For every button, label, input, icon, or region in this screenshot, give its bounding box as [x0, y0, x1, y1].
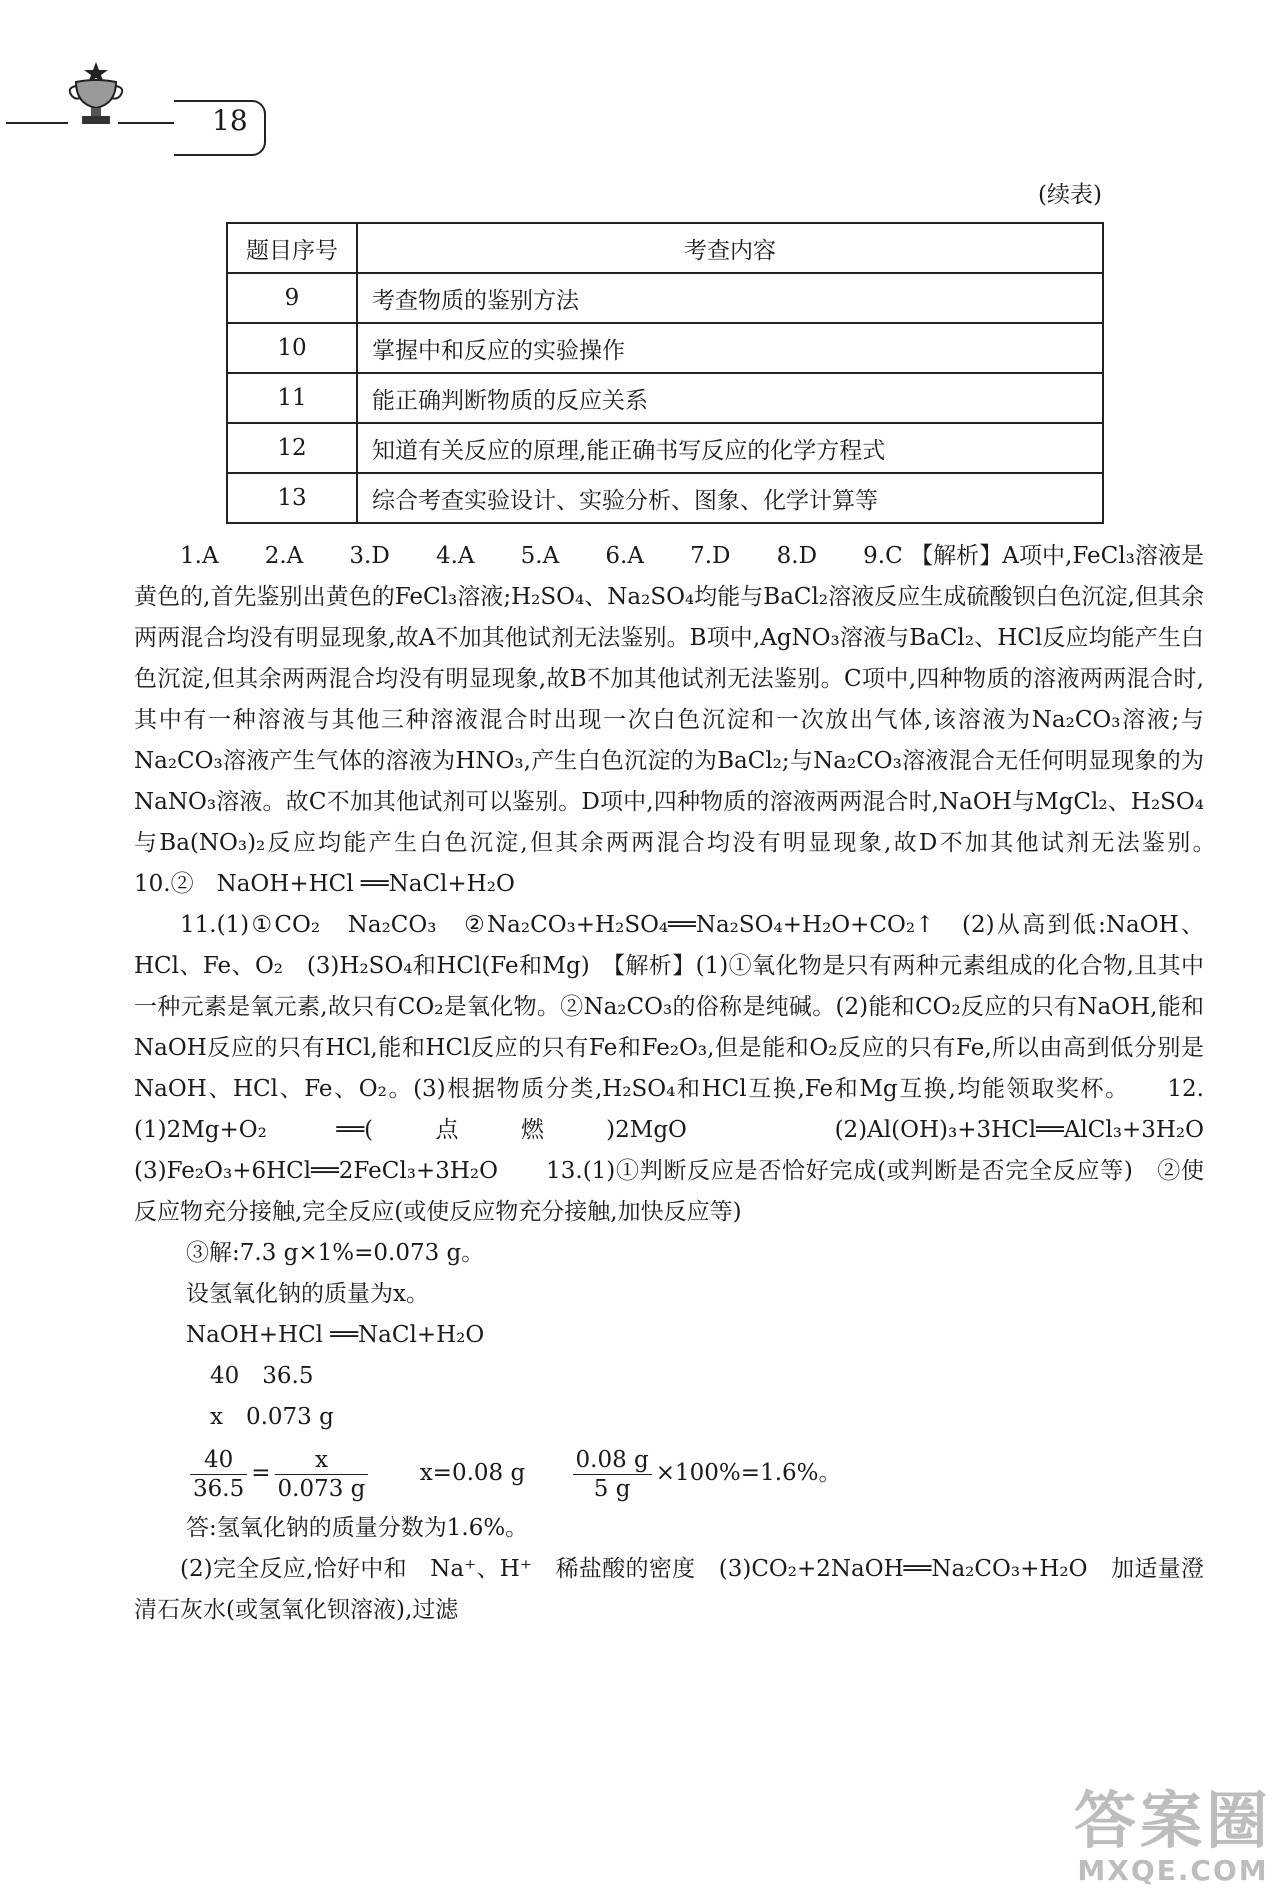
watermark-logo	[1073, 1784, 1272, 1887]
calc-proportion-row: $\frac{40}{36.5}$ = $\frac{x}{0.073 g}$ x=0.08 g $\frac{0.08 g}{5 g}$ ×100%=1.6%。	[186, 1438, 1204, 1508]
table-cell-content: 知道有关反应的原理,能正确书写反应的化学方程式	[357, 423, 1103, 473]
table-cell-number: 12	[227, 423, 357, 473]
watermark-title: 答案圈	[1073, 1784, 1272, 1857]
table-cell-number: 13	[227, 473, 357, 523]
table-header-row	[227, 223, 1103, 273]
calc-line: ③解:7.3 g×1%=0.073 g。	[186, 1240, 485, 1266]
table-continued-note: (续表)	[1038, 182, 1102, 208]
table-row	[227, 273, 1103, 323]
calc-percent: ×100%=1.6%。	[655, 1460, 842, 1486]
table-cell-content: 掌握中和反应的实验操作	[357, 323, 1103, 373]
table-row	[227, 373, 1103, 423]
fraction-numerator: 0.08 g	[573, 1446, 652, 1475]
calc-answer: 答:氢氧化钠的质量分数为1.6%。	[186, 1515, 529, 1541]
page-number: 18	[212, 104, 248, 137]
trophy-icon	[60, 60, 132, 130]
answer-content	[134, 536, 1250, 1631]
table-row	[227, 423, 1103, 473]
table-row	[227, 323, 1103, 373]
table-header-content: 考查内容	[357, 223, 1103, 273]
calculation-block	[134, 1233, 1204, 1549]
table-header-number: 题目序号	[227, 223, 357, 273]
header-rule-left	[6, 122, 68, 124]
fraction-numerator: x	[275, 1446, 369, 1475]
table-cell-number: 11	[227, 373, 357, 423]
table-cell-number: 9	[227, 273, 357, 323]
calc-line: x 0.073 g	[210, 1404, 334, 1430]
table-row	[227, 473, 1103, 523]
table-cell-content: 综合考查实验设计、实验分析、图象、化学计算等	[357, 473, 1103, 523]
table-cell-content: 考查物质的鉴别方法	[357, 273, 1103, 323]
content-table	[226, 222, 1104, 524]
calc-result: x=0.08 g	[419, 1460, 526, 1486]
fraction-denominator: 5 g	[593, 1475, 631, 1502]
watermark-url: MXQE.COM	[1077, 1854, 1269, 1887]
fraction-denominator: 36.5	[193, 1475, 245, 1502]
fraction	[573, 1446, 652, 1503]
table-cell-content: 能正确判断物质的反应关系	[357, 373, 1103, 423]
calc-line: 40 36.5	[210, 1363, 314, 1389]
fraction-denominator: 0.073 g	[277, 1475, 366, 1502]
fraction	[275, 1446, 369, 1503]
answer-paragraph-2: 11.(1)①CO₂ Na₂CO₃ ②Na₂CO₃+H₂SO₄══Na₂SO₄+H₂O+CO₂↑ (2)从高到低:NaOH、HCl、Fe、O₂ (3)H₂SO₄和HCl(Fe和Mg) 【解析】(1)①氧化物是只有两种元素组成的化合物,且其中一种元素是氧元素,故只有CO₂是氧化物。②Na₂CO₃的俗称是纯碱。(2)能和CO₂反应的只有NaOH,能和NaOH反应的只有HCl,能和HCl反应的只有Fe和Fe₂O₃,但是能和O₂反应的只有Fe,所以由高到低分别是NaOH、HCl、Fe、O₂。(3)根据物质分类,H₂SO₄和HCl互换,Fe和Mg互换,均能领取奖杯。 12.(1)2Mg+O₂ ══(点燃)2MgO (2)Al(OH)₃+3HCl══AlCl₃+3H₂O (3)Fe₂O₃+6HCl══2FeCl₃+3H₂O 13.(1)①判断反应是否恰好完成(或判断是否完全反应等) ②使反应物充分接触,完全反应(或使反应物充分接触,加快反应等)	[134, 912, 1227, 1225]
answer-paragraph-3: (2)完全反应,恰好中和 Na⁺、H⁺ 稀盐酸的密度 (3)CO₂+2NaOH══Na₂CO₃+H₂O 加适量澄清石灰水(或氢氧化钡溶液),过滤	[134, 1556, 1204, 1623]
fraction	[190, 1446, 247, 1503]
calc-equation: NaOH+HCl ══NaCl+H₂O	[186, 1322, 485, 1348]
calc-line: 设氢氧化钠的质量为x。	[186, 1281, 429, 1307]
fraction-numerator: 40	[190, 1446, 247, 1475]
table-cell-number: 10	[227, 323, 357, 373]
answer-paragraph-1: 1.A 2.A 3.D 4.A 5.A 6.A 7.D 8.D 9.C 【解析】A项中,FeCl₃溶液是黄色的,首先鉴别出黄色的FeCl₃溶液;H₂SO₄、Na₂SO₄均能与BaCl₂溶液反应生成硫酸钡白色沉淀,但其余两两混合均没有明显现象,故A不加其他试剂无法鉴别。B项中,AgNO₃溶液与BaCl₂、HCl反应均能产生白色沉淀,但其余两两混合均没有明显现象,故B不加其他试剂无法鉴别。C项中,四种物质的溶液两两混合时,其中有一种溶液与其他三种溶液混合时出现一次白色沉淀和一次放出气体,该溶液为Na₂CO₃溶液;与Na₂CO₃溶液产生气体的溶液为HNO₃,产生白色沉淀的为BaCl₂;与Na₂CO₃溶液混合无任何明显现象的为NaNO₃溶液。故C不加其他试剂可以鉴别。D项中,四种物质的溶液两两混合时,NaOH与MgCl₂、H₂SO₄与Ba(NO₃)₂反应均能产生白色沉淀,但其余两两混合均没有明显现象,故D不加其他试剂无法鉴别。 10.② NaOH+HCl ══NaCl+H₂O	[134, 543, 1250, 897]
